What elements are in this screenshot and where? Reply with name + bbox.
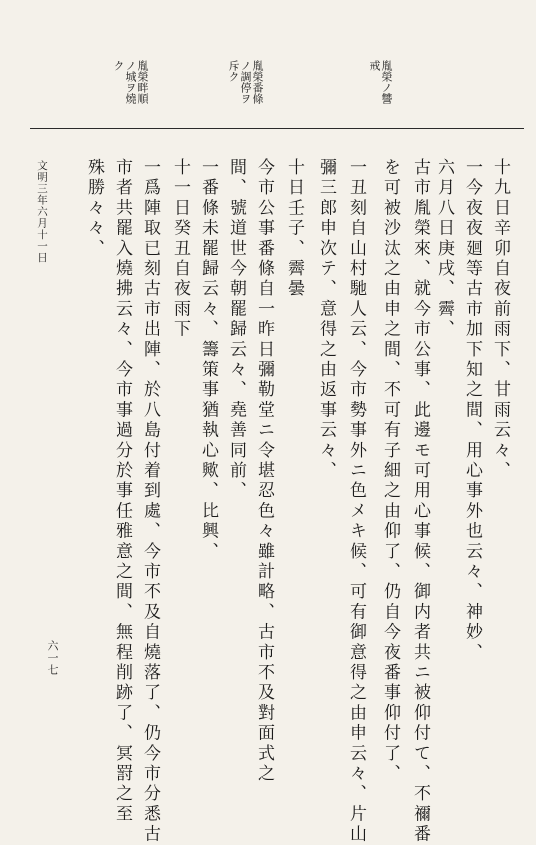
running-head-3 — [112, 60, 148, 104]
body-line-6: 一丑刻自山村馳人云、今市勢事外ニ色メキ候、可有御意得之由申云々、片山 — [346, 158, 366, 845]
running-head-2-line-3: 斥ク — [227, 60, 240, 82]
body-line-5: を可被沙汰之由申之間、不可有子細之由仰了、仍自今夜番事仰付了、 — [380, 158, 400, 785]
colophon-date: 文明三年六月十一日 — [36, 160, 48, 264]
running-head-1-line-2: 戒 — [368, 60, 381, 71]
body-line-2: 一今夜夜廻等古市加下知之間、用心事外也云々、神妙、 — [462, 158, 482, 663]
running-head-2-line-2: ノ調停ヲ — [239, 60, 252, 104]
header-divider — [30, 128, 524, 129]
page-number: 六一七 — [46, 640, 59, 676]
body-line-4: 古市胤榮來、就今市公事、此邊モ可用心事候、御内者共ニ被仰付て、不禰番 — [410, 158, 430, 845]
body-line-11: 一番條未罷歸云々、籌策事猶執心歟、比興、 — [198, 158, 218, 562]
body-line-12: 十一日癸丑自夜雨下 — [170, 158, 190, 340]
body-line-7: 彌三郎申次テ、意得之由返事云々、 — [316, 158, 336, 482]
body-line-13: 一爲陣取已刻古市出陣、於八島付着到處、今市不及自燒落了、仍今市分悉古 — [140, 158, 160, 845]
body-line-9: 今市公事番條自一昨日彌勒堂ニ令堪忍色々雖計略、古市不及對面式之 — [254, 158, 274, 785]
body-line-10: 間、號道世今朝罷歸云々、堯善同前、 — [226, 158, 246, 502]
body-line-8: 十日壬子、霽曇 — [284, 158, 304, 300]
running-head-1 — [368, 60, 392, 104]
body-line-15: 殊勝々々、 — [84, 158, 104, 259]
body-line-3: 六月八日庚戌、霽、 — [434, 158, 454, 340]
body-line-14: 市者共罷入燒拂云々、今市事過分於事任雅意之間、無程削跡了、冥罸之至 — [112, 158, 132, 825]
body-line-1: 十九日辛卯自夜前雨下、甘雨云々、 — [490, 158, 510, 482]
running-head-2 — [227, 60, 263, 104]
running-head-2-line-1: 胤榮番條 — [251, 60, 264, 104]
running-head-3-line-3: ク — [112, 60, 125, 71]
running-head-3-line-2: ノ城ヲ燒 — [124, 60, 137, 104]
running-head-1-line-1: 胤榮ノ讐 — [380, 60, 393, 104]
running-head-3-line-1: 胤榮畔順 — [136, 60, 149, 104]
